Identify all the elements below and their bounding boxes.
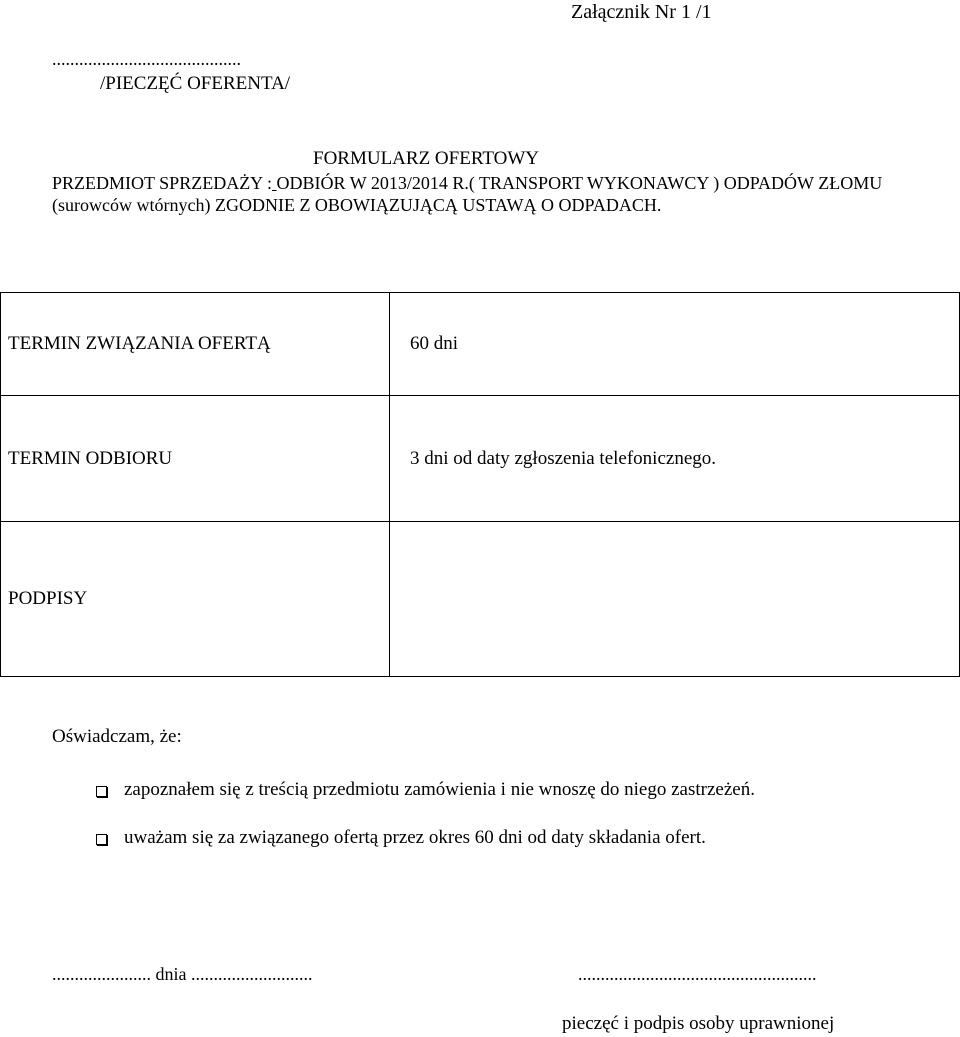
offer-validity-value: 60 dni: [390, 293, 960, 396]
declaration-item: zapoznałem się z treścią przedmiotu zamówienia i nie wnoszę do niego zastrzeżeń.: [124, 779, 755, 800]
date-line: ...................... dnia ...........................: [52, 964, 313, 984]
signatures-field: [390, 522, 960, 677]
declaration-item: uważam się za związanego ofertą przez okres 60 dni od daty składania ofert.: [124, 827, 706, 848]
stamp-label: /PIECZĘĆ OFERENTA/: [100, 73, 291, 94]
offer-validity-label: TERMIN ZWIĄZANIA OFERTĄ: [1, 293, 390, 396]
checkbox-icon: [96, 786, 107, 797]
signature-label: pieczęć i podpis osoby uprawnionej: [562, 1013, 835, 1034]
signature-line: .....................................................: [578, 964, 817, 984]
annex-number: Załącznik Nr 1 /1: [571, 1, 712, 23]
subject-prefix: PRZEDMIOT SPRZEDAŻY :: [52, 173, 273, 193]
subject-text: ODBIÓR W 2013/2014 R.( TRANSPORT WYKONAWCY ) ODPADÓW ZŁOMU (surowców wtórnych) ZGODNIE Z OBOWIĄZUJĄCĄ USTAWĄ O ODPADACH.: [52, 173, 883, 215]
form-title: FORMULARZ OFERTOWY: [313, 148, 539, 169]
sale-subject: [52, 172, 952, 216]
pickup-term-label: TERMIN ODBIORU: [1, 396, 390, 522]
table-row: [1, 522, 960, 677]
checkbox-icon: [96, 834, 107, 845]
stamp-placeholder: ..........................................: [52, 49, 241, 69]
table-row: [1, 396, 960, 522]
declaration-intro: Oświadczam, że:: [52, 726, 182, 747]
pickup-term-value: 3 dni od daty zgłoszenia telefonicznego.: [390, 396, 960, 522]
table-row: [1, 293, 960, 396]
signatures-label: PODPISY: [1, 522, 390, 677]
offer-table: [0, 292, 960, 677]
